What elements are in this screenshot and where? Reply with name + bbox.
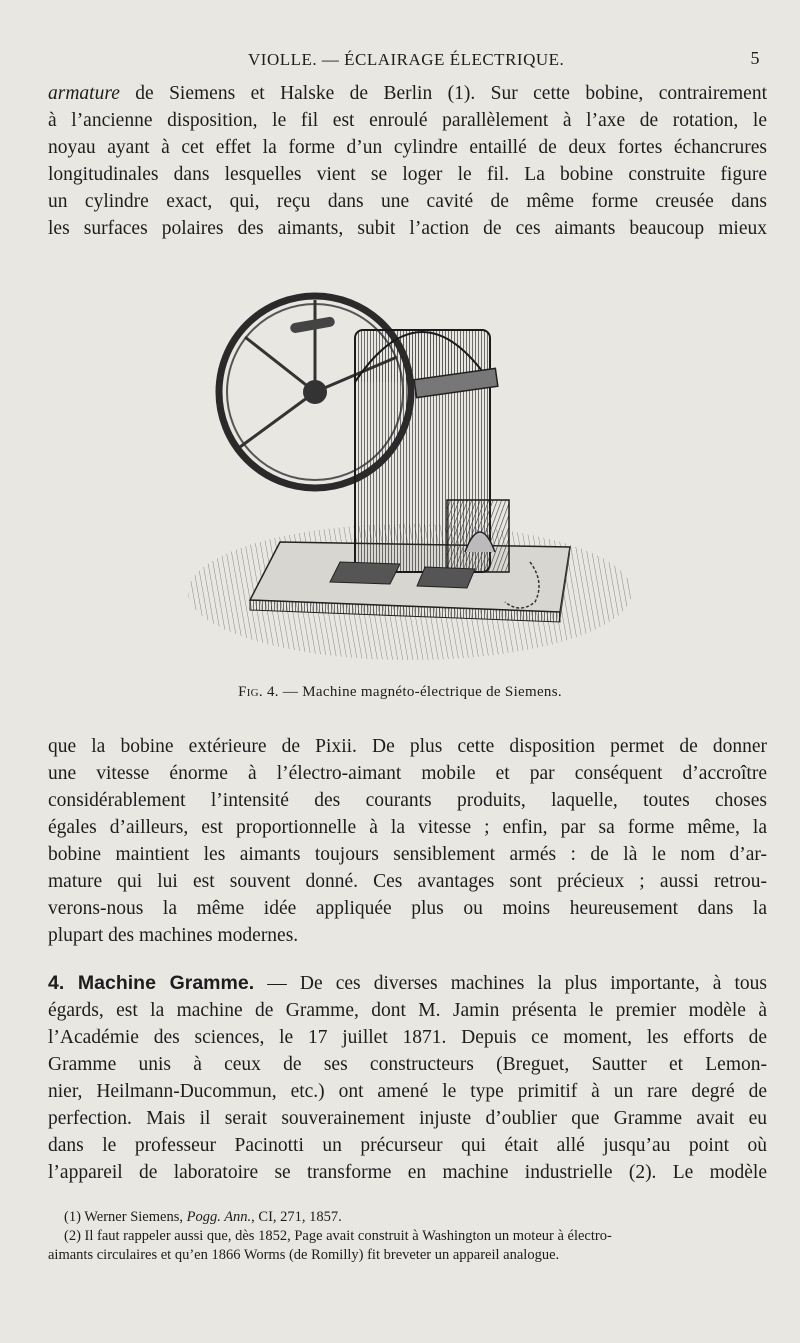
text-line: dans le professeur Pacinotti un précurseur qui était allé jusqu’au point où: [48, 1135, 767, 1156]
siemens-machine-engraving: [175, 262, 635, 672]
paragraph-pixii: [48, 733, 767, 949]
footnote-text: , CI, 271, 1857.: [251, 1209, 342, 1225]
text-line: [48, 970, 767, 997]
running-title: VIOLLE. — ÉCLAIRAGE ÉLECTRIQUE.: [248, 50, 565, 69]
footnote-1: [48, 1208, 768, 1227]
figure-caption: [0, 684, 800, 701]
text-line: mature qui lui est souvent donné. Ces avantages sont précieux ; aussi retrou-: [48, 871, 767, 892]
text-line: [48, 80, 767, 107]
text-line: l’appareil de laboratoire se transforme en machine industrielle (2). Le modèle: [48, 1162, 767, 1183]
text-line: Gramme unis à ceux de ses constructeurs (Breguet, Sautter et Lemon-: [48, 1054, 767, 1075]
text-line: plupart des machines modernes.: [48, 925, 299, 946]
text-line: un cylindre exact, qui, reçu dans une cavité de même forme creusée dans: [48, 191, 767, 212]
text-line: égales d’ailleurs, est proportionnelle à la vitesse ; enfin, par sa forme même, la: [48, 817, 767, 838]
italic-term: armature: [48, 83, 120, 104]
footnote-2-line-1: (2) Il faut rappeler aussi que, dès 1852, Page avait construit à Washington un moteur à électro-: [64, 1228, 612, 1244]
text-line: longitudinales dans lesquelles vient se loger le fil. La bobine construite figure: [48, 164, 767, 185]
text-line: bobine maintient les aimants toujours sensiblement armés : de là le nom d’ar-: [48, 844, 767, 865]
text-line-content: — De ces diverses machines la plus importante, à tous: [254, 973, 767, 994]
paragraph-gramme: [48, 970, 767, 1186]
footnote-journal: Pogg. Ann.: [186, 1209, 252, 1225]
running-header: [48, 48, 768, 72]
footnote-text: (1) Werner Siemens,: [64, 1209, 187, 1225]
text-line: l’Académie des sciences, le 17 juillet 1871. Depuis ce moment, les efforts de: [48, 1027, 767, 1048]
text-line: une vitesse énorme à l’électro-aimant mobile et par conséquent d’accroître: [48, 763, 767, 784]
text-line: à l’ancienne disposition, le fil est enroulé parallèlement à l’axe de rotation, le: [48, 110, 767, 131]
footnotes: [48, 1208, 768, 1265]
page-number: 5: [750, 48, 760, 68]
text-line: les surfaces polaires des aimants, subit l’action de ces aimants beaucoup mieux: [48, 218, 767, 239]
text-line: que la bobine extérieure de Pixii. De plus cette disposition permet de donner: [48, 736, 767, 757]
text-line: noyau ayant à cet effet la forme d’un cylindre entaillé de deux fortes échancrures: [48, 137, 767, 158]
text-line: considérablement l’intensité des courants produits, laquelle, toutes choses: [48, 790, 767, 811]
paragraph-armature: [48, 80, 767, 242]
text-line: perfection. Mais il serait souverainement injuste d’oublier que Gramme avait eu: [48, 1108, 767, 1129]
text-line-content: de Siemens et Halske de Berlin (1). Sur cette bobine, contrairement: [119, 83, 767, 104]
figure-label: Fig. 4.: [238, 684, 279, 700]
text-line: égards, est la machine de Gramme, dont M. Jamin présenta le premier modèle à: [48, 1000, 767, 1021]
footnote-2-line-2: aimants circulaires et qu’en 1866 Worms (de Romilly) fit breveter un appareil analogue.: [48, 1247, 560, 1263]
section-heading: 4. Machine Gramme.: [48, 972, 255, 994]
figure-caption-text: — Machine magnéto-électrique de Siemens.: [278, 684, 562, 700]
text-line: nier, Heilmann-Ducommun, etc.) ont amené le type primitif à un rare degré de: [48, 1081, 767, 1102]
text-line: verons-nous la même idée appliquée plus ou moins heureusement dans la: [48, 898, 767, 919]
